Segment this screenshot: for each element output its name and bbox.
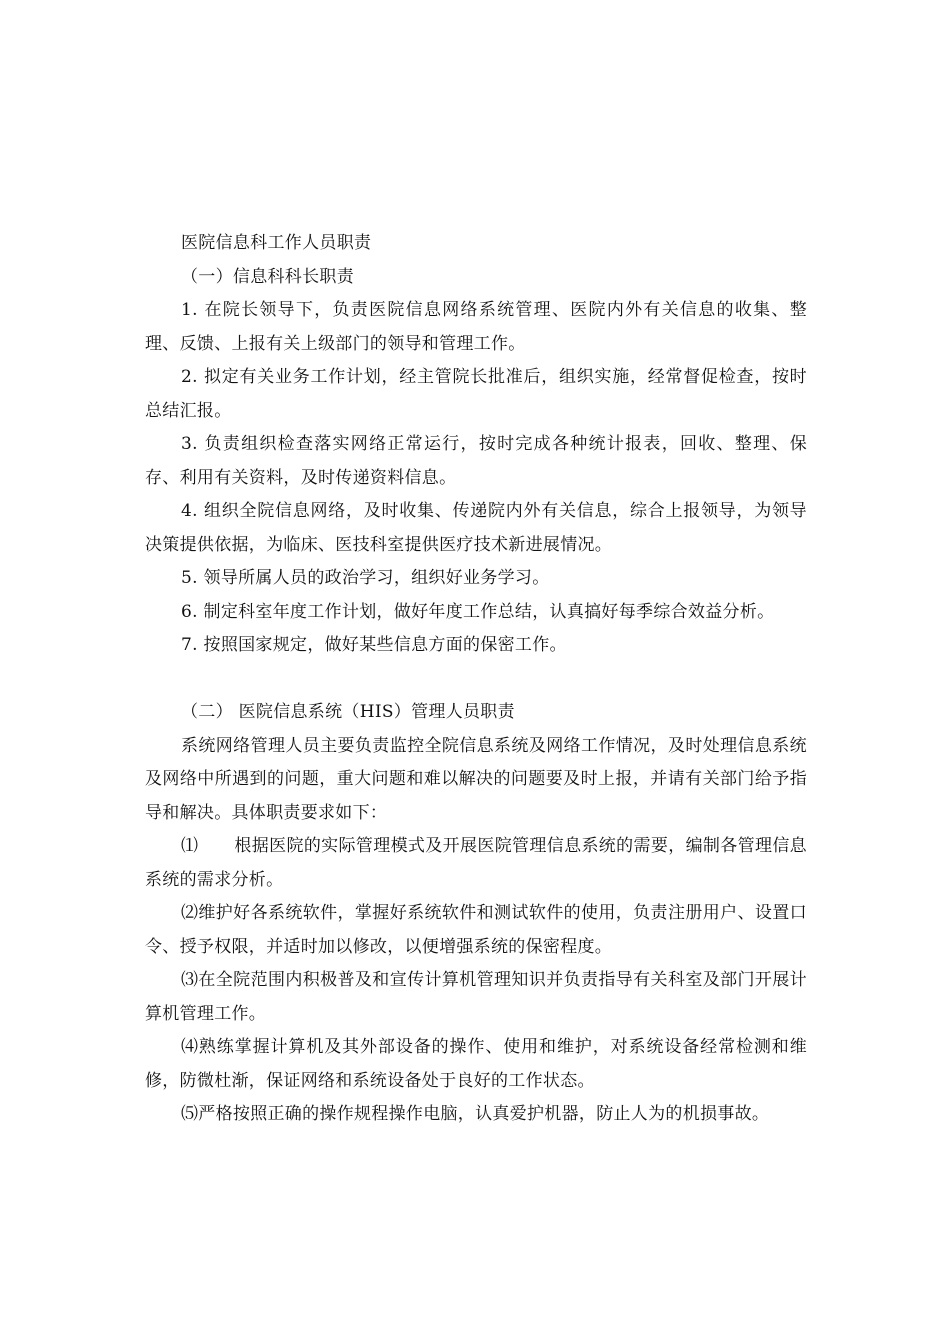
- section1-item: 2. 拟定有关业务工作计划，经主管院长批准后，组织实施，经常督促检查，按时总结汇报。: [145, 367, 807, 421]
- section1-item: 4. 组织全院信息网络，及时收集、传递院内外有关信息，综合上报领导，为领导决策提供依据，为临床、医技科室提供医疗技术新进展情况。: [145, 501, 807, 555]
- section2-item: ⑶在全院范围内积极普及和宣传计算机管理知识并负责指导有关科室及部门开展计算机管理工作。: [145, 970, 807, 1024]
- section2-item: ⑸严格按照正确的操作规程操作电脑，认真爱护机器，防止人为的机损事故。: [181, 1104, 770, 1124]
- section2-heading: （二） 医院信息系统（HIS）管理人员职责: [181, 702, 515, 722]
- section1-item: 6. 制定科室年度工作计划，做好年度工作总结，认真搞好每季综合效益分析。: [181, 601, 775, 622]
- section1-item: 5. 领导所属人员的政治学习，组织好业务学习。: [181, 568, 550, 588]
- document-body: [145, 227, 807, 1132]
- section1-item: 3. 负责组织检查落实网络正常运行，按时完成各种统计报表，回收、整理、保存、利用有关资料，及时传递资料信息。: [145, 434, 807, 488]
- document-title: 医院信息科工作人员职责: [181, 233, 372, 253]
- blank-line: [145, 663, 807, 697]
- section2-item: ⑵维护好各系统软件，掌握好系统软件和测试软件的使用，负责注册用户、设置口令、授予权限，并适时加以修改，以便增强系统的保密程度。: [145, 903, 807, 957]
- section2-item: ⑷熟练掌握计算机及其外部设备的操作、使用和维护，对系统设备经常检测和维修，防微杜渐，保证网络和系统设备处于良好的工作状态。: [145, 1037, 807, 1091]
- section2-item-text: 根据医院的实际管理模式及开展医院管理信息系统的需要，编制各管理信息系统的需求分析。: [145, 836, 807, 890]
- section1-heading: （一）信息科科长职责: [181, 266, 354, 287]
- section1-item: 1. 在院长领导下，负责医院信息网络系统管理、医院内外有关信息的收集、整理、反馈、上报有关上级部门的领导和管理工作。: [145, 300, 807, 354]
- section2-item: [145, 830, 807, 897]
- section1-item: 7. 按照国家规定，做好某些信息方面的保密工作。: [181, 635, 567, 655]
- section2-item-marker: ⑴: [181, 836, 199, 856]
- section2-intro: 系统网络管理人员主要负责监控全院信息系统及网络工作情况，及时处理信息系统及网络中所遇到的问题，重大问题和难以解决的问题要及时上报，并请有关部门给予指导和解决。具体职责要求如下：: [145, 735, 807, 823]
